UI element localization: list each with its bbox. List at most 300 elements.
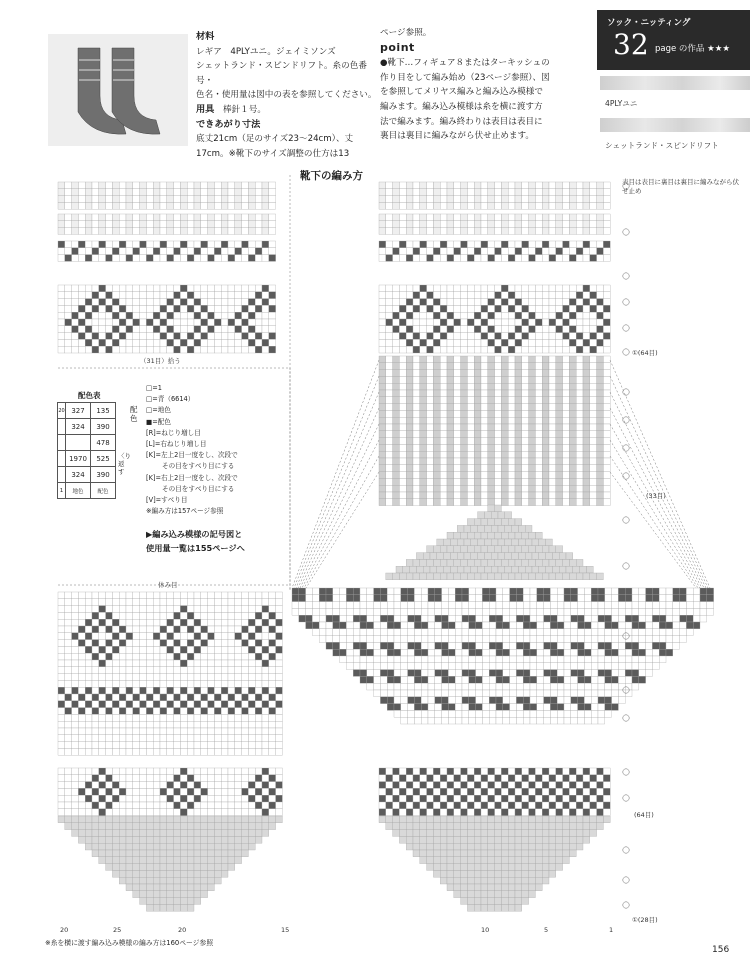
toe-cell (501, 864, 508, 871)
gusset-cell (448, 690, 455, 697)
gusset-cell (394, 656, 401, 663)
toe-cell (427, 836, 434, 843)
pattern-cell (208, 674, 215, 681)
rib-cell (174, 228, 181, 235)
badge-category: ソック・ニッティング (607, 18, 691, 28)
gusset-cell (618, 595, 625, 602)
gusset-cell (544, 615, 551, 622)
gusset-cell (476, 608, 483, 615)
pattern-cell (112, 339, 119, 346)
toe-cell (522, 823, 529, 830)
gusset-cell (516, 656, 523, 663)
pattern-cell (248, 346, 255, 353)
pattern-cell (603, 802, 610, 809)
pattern-cell (167, 626, 174, 633)
pattern-cell (447, 339, 454, 346)
heel-turn-cell (563, 573, 570, 580)
toe-cell (515, 877, 522, 884)
pattern-cell (167, 701, 174, 708)
toe-cell (72, 830, 79, 837)
heel-cell (549, 472, 556, 479)
gusset-cell (428, 608, 435, 615)
gusset-cell (612, 629, 619, 636)
pattern-cell (119, 339, 126, 346)
heel-cell (590, 444, 597, 451)
pattern-cell (488, 255, 495, 262)
pattern-cell (235, 612, 242, 619)
gusset-cell (428, 622, 435, 629)
gusset-cell (380, 649, 387, 656)
gusset-cell (482, 717, 489, 724)
toe-cell (427, 857, 434, 864)
toe-cell (406, 816, 413, 823)
toe-cell (474, 864, 481, 871)
pattern-cell (576, 768, 583, 775)
heel-cell (603, 383, 610, 390)
toe-cell (112, 843, 119, 850)
heel-cell (603, 363, 610, 370)
rib-cell (393, 182, 400, 189)
pattern-cell (85, 795, 92, 802)
gusset-cell (414, 608, 421, 615)
gusset-cell (312, 615, 319, 622)
pattern-cell (58, 305, 65, 312)
rib-cell (488, 202, 495, 209)
pattern-cell (214, 333, 221, 340)
heel-cell (522, 458, 529, 465)
toe-cell (515, 816, 522, 823)
gusset-cell (476, 717, 483, 724)
pattern-cell (160, 339, 167, 346)
pattern-cell (201, 687, 208, 694)
heel-turn-cell (420, 559, 427, 566)
pattern-cell (393, 775, 400, 782)
toe-cell (146, 830, 153, 837)
toe-cell (140, 823, 147, 830)
pattern-cell (106, 721, 113, 728)
toe-cell (126, 830, 133, 837)
heel-cell (535, 465, 542, 472)
toe-cell (427, 850, 434, 857)
gusset-cell (700, 608, 707, 615)
pattern-cell (276, 782, 283, 789)
toe-cell (208, 816, 215, 823)
heel-cell (447, 417, 454, 424)
pattern-cell (140, 714, 147, 721)
gusset-cell (544, 595, 551, 602)
heel-turn-cell (413, 559, 420, 566)
pattern-cell (194, 599, 201, 606)
heel-cell (379, 458, 386, 465)
pattern-cell (85, 333, 92, 340)
heel-cell (522, 424, 529, 431)
pattern-cell (522, 292, 529, 299)
heel-turn-cell (416, 553, 423, 560)
pattern-cell (153, 694, 160, 701)
point-line: 裏目は裏目に編みながら伏せ止めます。 (380, 131, 535, 142)
heel-cell (556, 492, 563, 499)
pattern-cell (248, 701, 255, 708)
heel-cell (386, 472, 393, 479)
toe-cell (535, 843, 542, 850)
pattern-cell (549, 809, 556, 816)
heel-cell (576, 431, 583, 438)
pattern-cell (406, 802, 413, 809)
rib-cell (454, 182, 461, 189)
pattern-cell (133, 694, 140, 701)
gusset-cell (394, 588, 401, 595)
rib-cell (174, 214, 181, 221)
heel-cell (603, 390, 610, 397)
pattern-cell (515, 255, 522, 262)
toe-cell (399, 830, 406, 837)
heel-cell (474, 478, 481, 485)
gusset-cell (618, 683, 625, 690)
toe-cell (501, 850, 508, 857)
gusset-cell (503, 615, 510, 622)
pattern-cell (92, 674, 99, 681)
pattern-cell (119, 255, 126, 262)
pattern-cell (535, 333, 542, 340)
pattern-cell (235, 680, 242, 687)
pattern-cell (106, 248, 113, 255)
pattern-cell (85, 646, 92, 653)
heel-cell (413, 376, 420, 383)
gusset-cell (476, 649, 483, 656)
heel-turn-cell (488, 559, 495, 566)
pattern-cell (146, 728, 153, 735)
gusset-cell (618, 636, 625, 643)
pattern-cell (255, 768, 262, 775)
heel-cell (467, 499, 474, 506)
gusset-cell (550, 663, 557, 670)
heel-cell (433, 499, 440, 506)
rib-cell (269, 182, 276, 189)
toe-cell (563, 816, 570, 823)
rib-cell (379, 202, 386, 209)
pattern-cell (208, 606, 215, 613)
pattern-cell (379, 326, 386, 333)
heel-cell (515, 444, 522, 451)
pattern-cell (583, 768, 590, 775)
heel-cell (461, 431, 468, 438)
heel-cell (420, 424, 427, 431)
pattern-cell (563, 305, 570, 312)
heel-turn-cell (498, 539, 505, 546)
pattern-cell (160, 599, 167, 606)
pattern-cell (106, 653, 113, 660)
gusset-cell (618, 622, 625, 629)
heel-cell (440, 370, 447, 377)
rib-cell (590, 196, 597, 203)
toe-cell (201, 836, 208, 843)
toe-cell (556, 864, 563, 871)
pattern-cell (187, 646, 194, 653)
pattern-cell (255, 299, 262, 306)
gusset-cell (591, 649, 598, 656)
heel-turn-cell (464, 566, 471, 573)
heel-turn-cell (467, 559, 474, 566)
pattern-cell (221, 285, 228, 292)
point-line: ●靴下…フィギュア８またはターキッシュの (380, 58, 550, 69)
pattern-cell (65, 299, 72, 306)
toe-cell (174, 836, 181, 843)
rib-cell (242, 221, 249, 228)
rib-cell (112, 182, 119, 189)
pattern-cell (563, 248, 570, 255)
gusset-cell (374, 642, 381, 649)
toe-cell (269, 823, 276, 830)
pattern-cell (393, 255, 400, 262)
heel-cell (590, 499, 597, 506)
rib-cell (488, 228, 495, 235)
gusset-cell (476, 615, 483, 622)
toe-cell (160, 823, 167, 830)
pattern-cell (112, 612, 119, 619)
rib-cell (180, 228, 187, 235)
pattern-cell (590, 775, 597, 782)
pattern-cell (133, 346, 140, 353)
pattern-cell (228, 735, 235, 742)
heel-cell (576, 410, 583, 417)
pattern-cell (160, 626, 167, 633)
gusset-cell (387, 636, 394, 643)
heel-cell (406, 438, 413, 445)
rib-cell (474, 202, 481, 209)
toe-cell (508, 857, 515, 864)
heel-cell (413, 485, 420, 492)
rib-cell (92, 228, 99, 235)
heel-cell (440, 404, 447, 411)
toe-cell (106, 850, 113, 857)
gusset-cell (578, 683, 585, 690)
pattern-cell (556, 305, 563, 312)
pattern-cell (112, 802, 119, 809)
gusset-cell (612, 697, 619, 704)
pattern-cell (420, 312, 427, 319)
heel-turn-cell (440, 546, 447, 553)
pattern-cell (535, 305, 542, 312)
pattern-cell (242, 346, 249, 353)
heel-cell (474, 424, 481, 431)
pattern-cell (180, 326, 187, 333)
gusset-cell (421, 615, 428, 622)
toe-cell (112, 850, 119, 857)
pattern-cell (201, 640, 208, 647)
pattern-cell (542, 782, 549, 789)
gusset-cell (367, 656, 374, 663)
gusset-cell (476, 595, 483, 602)
pattern-cell (529, 339, 536, 346)
pattern-cell (221, 612, 228, 619)
gusset-cell (448, 656, 455, 663)
rib-cell (522, 196, 529, 203)
pattern-cell (603, 305, 610, 312)
pattern-cell (146, 248, 153, 255)
toe-cell (214, 857, 221, 864)
gusset-cell (435, 595, 442, 602)
pattern-cell (221, 768, 228, 775)
rib-cell (488, 189, 495, 196)
gusset-cell (435, 676, 442, 683)
gusset-cell (312, 622, 319, 629)
gusset-cell (394, 676, 401, 683)
gusset-cell (374, 690, 381, 697)
rib-cell (153, 189, 160, 196)
pattern-cell (153, 241, 160, 248)
pattern-cell (556, 782, 563, 789)
pattern-cell (427, 326, 434, 333)
heel-turn-cell (512, 525, 519, 532)
pattern-cell (133, 606, 140, 613)
gusset-cell (482, 670, 489, 677)
rib-cell (72, 214, 79, 221)
gusset-cell (489, 663, 496, 670)
pattern-cell (248, 241, 255, 248)
pattern-cell (535, 248, 542, 255)
gusset-cell (421, 710, 428, 717)
gusset-cell (646, 615, 653, 622)
pattern-cell (583, 285, 590, 292)
heel-cell (406, 376, 413, 383)
pattern-cell (160, 701, 167, 708)
heel-cell (597, 376, 604, 383)
pattern-cell (255, 255, 262, 262)
pattern-cell (214, 748, 221, 755)
gusset-cell (584, 710, 591, 717)
pattern-cell (255, 795, 262, 802)
gusset-cell (414, 676, 421, 683)
gusset-cell (442, 676, 449, 683)
pattern-cell (495, 305, 502, 312)
rib-cell (427, 202, 434, 209)
pattern-cell (447, 285, 454, 292)
toe-cell (187, 857, 194, 864)
heel-cell (597, 458, 604, 465)
heel-cell (467, 492, 474, 499)
rib-cell (58, 228, 65, 235)
pattern-cell (92, 319, 99, 326)
heel-cell (420, 363, 427, 370)
gusset-cell (591, 663, 598, 670)
heel-cell (597, 431, 604, 438)
rib-cell (399, 221, 406, 228)
rib-cell (386, 202, 393, 209)
rib-cell (569, 182, 576, 189)
gusset-cell (591, 676, 598, 683)
gusset-cell (428, 629, 435, 636)
pattern-cell (174, 768, 181, 775)
gusset-cell (530, 622, 537, 629)
rib-cell (454, 196, 461, 203)
heel-cell (461, 472, 468, 479)
gusset-cell (496, 649, 503, 656)
pattern-cell (112, 646, 119, 653)
pattern-cell (160, 619, 167, 626)
pattern-cell (276, 680, 283, 687)
gusset-cell (550, 595, 557, 602)
pattern-cell (187, 735, 194, 742)
heel-cell (597, 404, 604, 411)
heel-cell (474, 383, 481, 390)
pattern-cell (72, 802, 79, 809)
pattern-cell (262, 782, 269, 789)
gusset-cell (367, 602, 374, 609)
rib-cell (180, 214, 187, 221)
heel-cell (535, 397, 542, 404)
pattern-cell (583, 319, 590, 326)
pattern-cell (461, 319, 468, 326)
heel-cell (488, 404, 495, 411)
gusset-cell (346, 656, 353, 663)
toe-cell (180, 850, 187, 857)
heel-cell (522, 492, 529, 499)
heel-cell (433, 431, 440, 438)
gusset-cell (625, 622, 632, 629)
gusset-cell (503, 602, 510, 609)
heel-cell (535, 444, 542, 451)
gusset-cell (387, 622, 394, 629)
pattern-cell (126, 626, 133, 633)
point-line: 編みます。編み込み模様は糸を横に渡す方 (380, 101, 543, 112)
heel-cell (495, 444, 502, 451)
pattern-cell (112, 626, 119, 633)
heel-cell (474, 376, 481, 383)
gusset-cell (564, 622, 571, 629)
pattern-cell (427, 312, 434, 319)
rib-cell (228, 196, 235, 203)
pattern-cell (221, 775, 228, 782)
pattern-cell (529, 312, 536, 319)
gusset-cell (346, 588, 353, 595)
pattern-cell (174, 646, 181, 653)
heel-turn-cell (529, 546, 536, 553)
heel-turn-cell (535, 559, 542, 566)
pattern-cell (187, 809, 194, 816)
pattern-cell (535, 255, 542, 262)
gusset-cell (598, 663, 605, 670)
gusset-cell (632, 636, 639, 643)
pattern-cell (194, 606, 201, 613)
gusset-cell (578, 670, 585, 677)
gusset-cell (442, 636, 449, 643)
gusset-cell (489, 595, 496, 602)
heel-cell (590, 417, 597, 424)
toe-cell (187, 836, 194, 843)
toe-cell (495, 816, 502, 823)
gusset-cell (530, 676, 537, 683)
pattern-cell (78, 782, 85, 789)
pattern-cell (255, 782, 262, 789)
pattern-cell (208, 299, 215, 306)
pattern-cell (221, 660, 228, 667)
rib-cell (433, 214, 440, 221)
pattern-cell (133, 255, 140, 262)
gusset-cell (680, 608, 687, 615)
toe-cell (427, 864, 434, 871)
heel-cell (447, 485, 454, 492)
pattern-cell (126, 775, 133, 782)
pattern-cell (106, 809, 113, 816)
pattern-cell (433, 319, 440, 326)
gusset-cell (489, 588, 496, 595)
gusset-cell (442, 704, 449, 711)
toe-cell (454, 843, 461, 850)
heel-cell (447, 499, 454, 506)
pattern-cell (529, 782, 536, 789)
heel-turn-cell (508, 532, 515, 539)
toe-cell (262, 816, 269, 823)
